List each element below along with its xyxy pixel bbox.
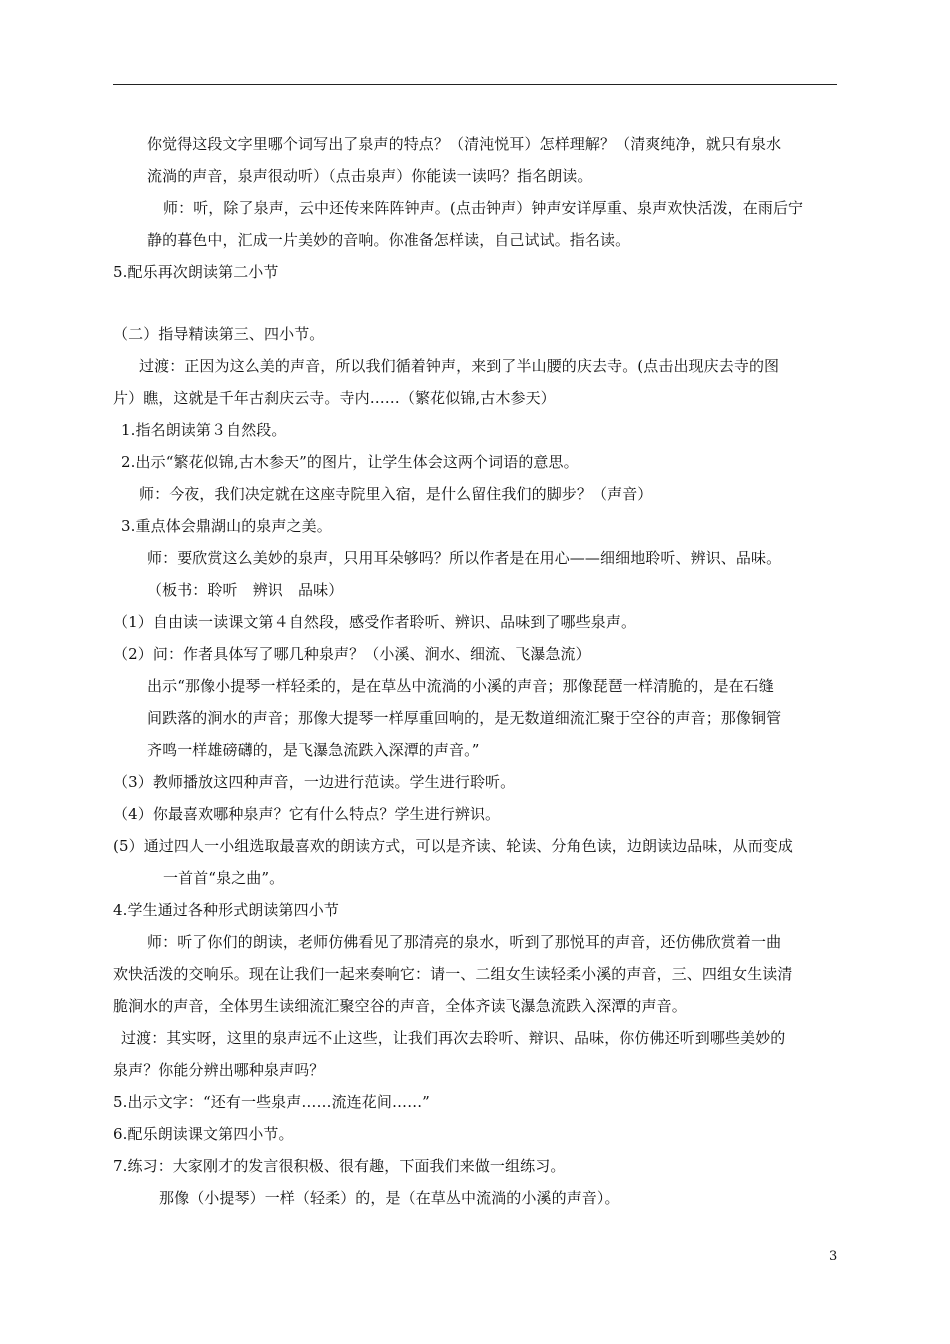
text-line: 片）瞧，这就是千年古刹庆云寺。寺内……（繁花似锦,古木参天）: [113, 389, 556, 407]
text-line: 师：听了你们的朗读，老师仿佛看见了那清亮的泉水，听到了那悦耳的声音，还仿佛欣赏着一曲: [147, 933, 782, 951]
text-line: （2）问：作者具体写了哪几种泉声？（小溪、涧水、细流、飞瀑急流）: [113, 645, 591, 663]
text-line: 脆涧水的声音，全体男生读细流汇聚空谷的声音，全体齐读飞瀑急流跌入深潭的声音。: [113, 997, 687, 1015]
text-line: 4.学生通过各种形式朗读第四小节: [113, 901, 339, 919]
text-line: 你觉得这段文字里哪个词写出了泉声的特点？（清沌悦耳）怎样理解？（清爽纯净，就只有泉水: [147, 135, 782, 153]
text-line: 2.出示“繁花似锦,古木参天”的图片，让学生体会这两个词语的意思。: [121, 453, 579, 471]
text-line: 流淌的声音，泉声很动听）（点击泉声）你能读一读吗？指名朗读。: [147, 167, 593, 185]
text-line: 过渡：其实呀，这里的泉声远不止这些，让我们再次去聆听、辩识、品味，你仿佛还听到哪些美妙的: [121, 1029, 786, 1047]
text-line: （板书：聆听 辨识 品味）: [147, 581, 344, 599]
text-line: （1）自由读一读课文第４自然段，感受作者聆听、辨识、品味到了哪些泉声。: [113, 613, 637, 631]
text-line: 6.配乐朗读课文第四小节。: [113, 1125, 294, 1143]
section-heading: （二）指导精读第三、四小节。: [113, 325, 325, 343]
text-line: 那像（小提琴）一样（轻柔）的，是（在草丛中流淌的小溪的声音）。: [159, 1189, 620, 1207]
text-line: 过渡：正因为这么美的声音，所以我们循着钟声，来到了半山腰的庆去寺。(点击出现庆去寺的图: [139, 357, 780, 375]
text-line: 3.重点体会鼎湖山的泉声之美。: [121, 517, 332, 535]
text-line: 间跌落的涧水的声音；那像大提琴一样厚重回响的，是无数道细流汇聚于空谷的声音；那像铜管: [147, 709, 782, 727]
header-rule: [113, 84, 837, 85]
text-line: 泉声？你能分辨出哪种泉声吗？: [113, 1061, 325, 1079]
text-line: 师：要欣赏这么美妙的泉声，只用耳朵够吗？所以作者是在用心——细细地聆听、辨识、品味。: [147, 549, 782, 567]
text-line: 齐鸣一样雄磅礴的，是飞瀑急流跌入深潭的声音。”: [147, 741, 480, 759]
text-line: 5.配乐再次朗读第二小节: [113, 263, 279, 281]
text-line: 师：听，除了泉声，云中还传来阵阵钟声。(点击钟声）钟声安详厚重、泉声欢快活泼，在雨后宁: [163, 199, 804, 217]
page-number: 3: [829, 1249, 838, 1264]
text-line: 师：今夜，我们决定就在这座寺院里入宿，是什么留住我们的脚步？（声音）: [139, 485, 653, 503]
text-line: （4）你最喜欢哪种泉声？它有什么特点？学生进行辨识。: [113, 805, 501, 823]
text-line: 1.指名朗读第３自然段。: [121, 421, 287, 439]
text-line: 欢快活泼的交响乐。现在让我们一起来奏响它：请一、二组女生读轻柔小溪的声音，三、四组女生读清: [113, 965, 793, 983]
text-line: 一首首“泉之曲”。: [163, 869, 285, 887]
text-line: 5.出示文字：“还有一些泉声……流连花间……”: [113, 1093, 430, 1111]
text-line: 静的暮色中，汇成一片美妙的音响。你准备怎样读，自己试试。指名读。: [147, 231, 631, 249]
text-line: 出示“那像小提琴一样轻柔的，是在草丛中流淌的小溪的声音；那像琵琶一样清脆的，是在石缝: [147, 677, 774, 695]
text-line: (5）通过四人一小组选取最喜欢的朗读方式，可以是齐读、轮读、分角色读，边朗读边品味，从而变成: [113, 837, 793, 855]
text-line: 7.练习：大家刚才的发言很积极、很有趣，下面我们来做一组练习。: [113, 1157, 566, 1175]
text-line: （3）教师播放这四种声音，一边进行范读。学生进行聆听。: [113, 773, 516, 791]
